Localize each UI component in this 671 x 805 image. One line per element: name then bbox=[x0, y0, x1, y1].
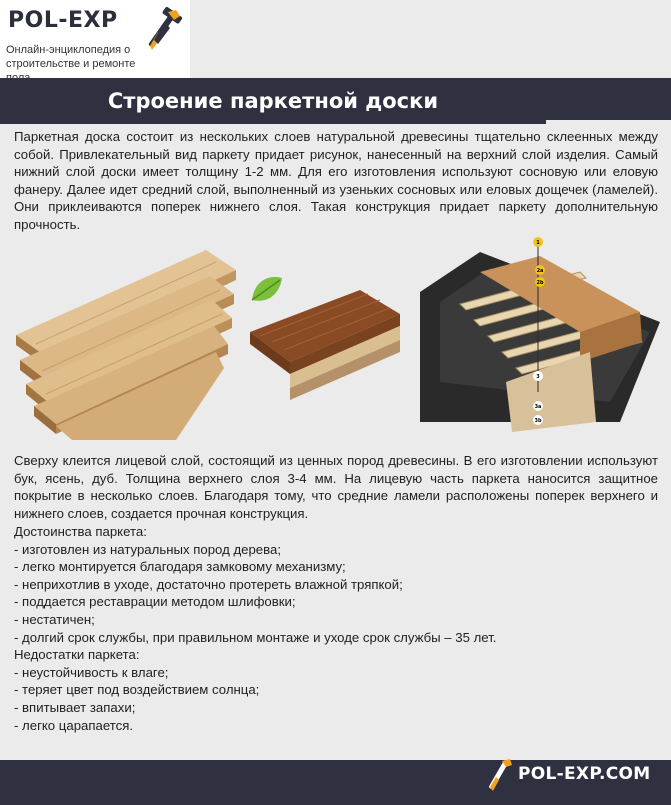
marker-3a: 3a bbox=[534, 404, 542, 410]
marker-2b: 2b bbox=[536, 280, 544, 286]
disadvantages-heading: Недостатки паркета: bbox=[14, 647, 140, 663]
list-item: - легко монтируется благодаря замковому механизму; bbox=[14, 559, 346, 575]
logo-name: POL-EXP bbox=[8, 8, 118, 33]
footer-logo-icon bbox=[484, 757, 514, 798]
list-item: - изготовлен из натуральных пород дерева; bbox=[14, 541, 281, 557]
logo-subtitle: Онлайн-энциклопедия о строительстве и ремонте bbox=[6, 44, 136, 70]
list-item: - неустойчивость к влаге; bbox=[14, 664, 169, 680]
list-item: - неприхотлив в уходе, достаточно протереть влажной тряпкой; bbox=[14, 576, 403, 592]
logo-block[interactable] bbox=[0, 0, 190, 78]
list-item: - легко царапается. bbox=[14, 717, 134, 733]
parquet-sample-image bbox=[240, 270, 415, 415]
marker-1: 1 bbox=[536, 240, 540, 246]
list-item: - долгий срок службы, при правильном монтаже и уходе срок службы – 35 лет. bbox=[14, 629, 497, 645]
page-title: Строение паркетной доски bbox=[0, 78, 546, 124]
intro-paragraph: Паркетная доска состоит из нескольких слоев натуральной древесины тщательно склеенных между собой. Привлекательный вид паркету придает рисунок, нанесенный на верхний слой изделия. Самый нижний слой доски имеет толщину 1-2 мм. Для его изготовления используют сосновую или еловую фанеру. Далее идет средний слой, выполненный из узеньких сосновых или еловых дощечек (ламелей). Они приклеиваются поперек нижнего слоя. Такая конструкция придает паркету дополнительную прочность. bbox=[14, 129, 658, 232]
list-item: - теряет цвет под воздействием солнца; bbox=[14, 682, 260, 698]
second-paragraph: Сверху клеится лицевой слой, состоящий из ценных пород древесины. В его изготовлении используют бук, ясень, дуб. Толщина верхнего слоя 3-4 мм. На лицевую часть паркета наносится защитное покрытие в несколько слоев. Благодаря тому, что средние ламели расположены поперек верхнего и нижнего слоев, создается прочная конструкция. bbox=[14, 453, 658, 521]
list-item: - поддается реставрации методом шлифовки; bbox=[14, 594, 296, 610]
list-item: - впитывает запахи; bbox=[14, 699, 136, 715]
marker-3b: 3b bbox=[534, 418, 542, 424]
pros-cons-list bbox=[14, 523, 658, 734]
parquet-planks-image bbox=[16, 240, 236, 455]
footer-site-link[interactable]: POL-EXP.COM bbox=[518, 764, 651, 784]
parquet-layers-diagram bbox=[420, 232, 660, 442]
marker-3: 3 bbox=[536, 374, 540, 380]
advantages-heading: Достоинства паркета: bbox=[14, 524, 147, 539]
marker-2a: 2a bbox=[536, 268, 544, 274]
list-item: - нестатичен; bbox=[14, 611, 95, 627]
